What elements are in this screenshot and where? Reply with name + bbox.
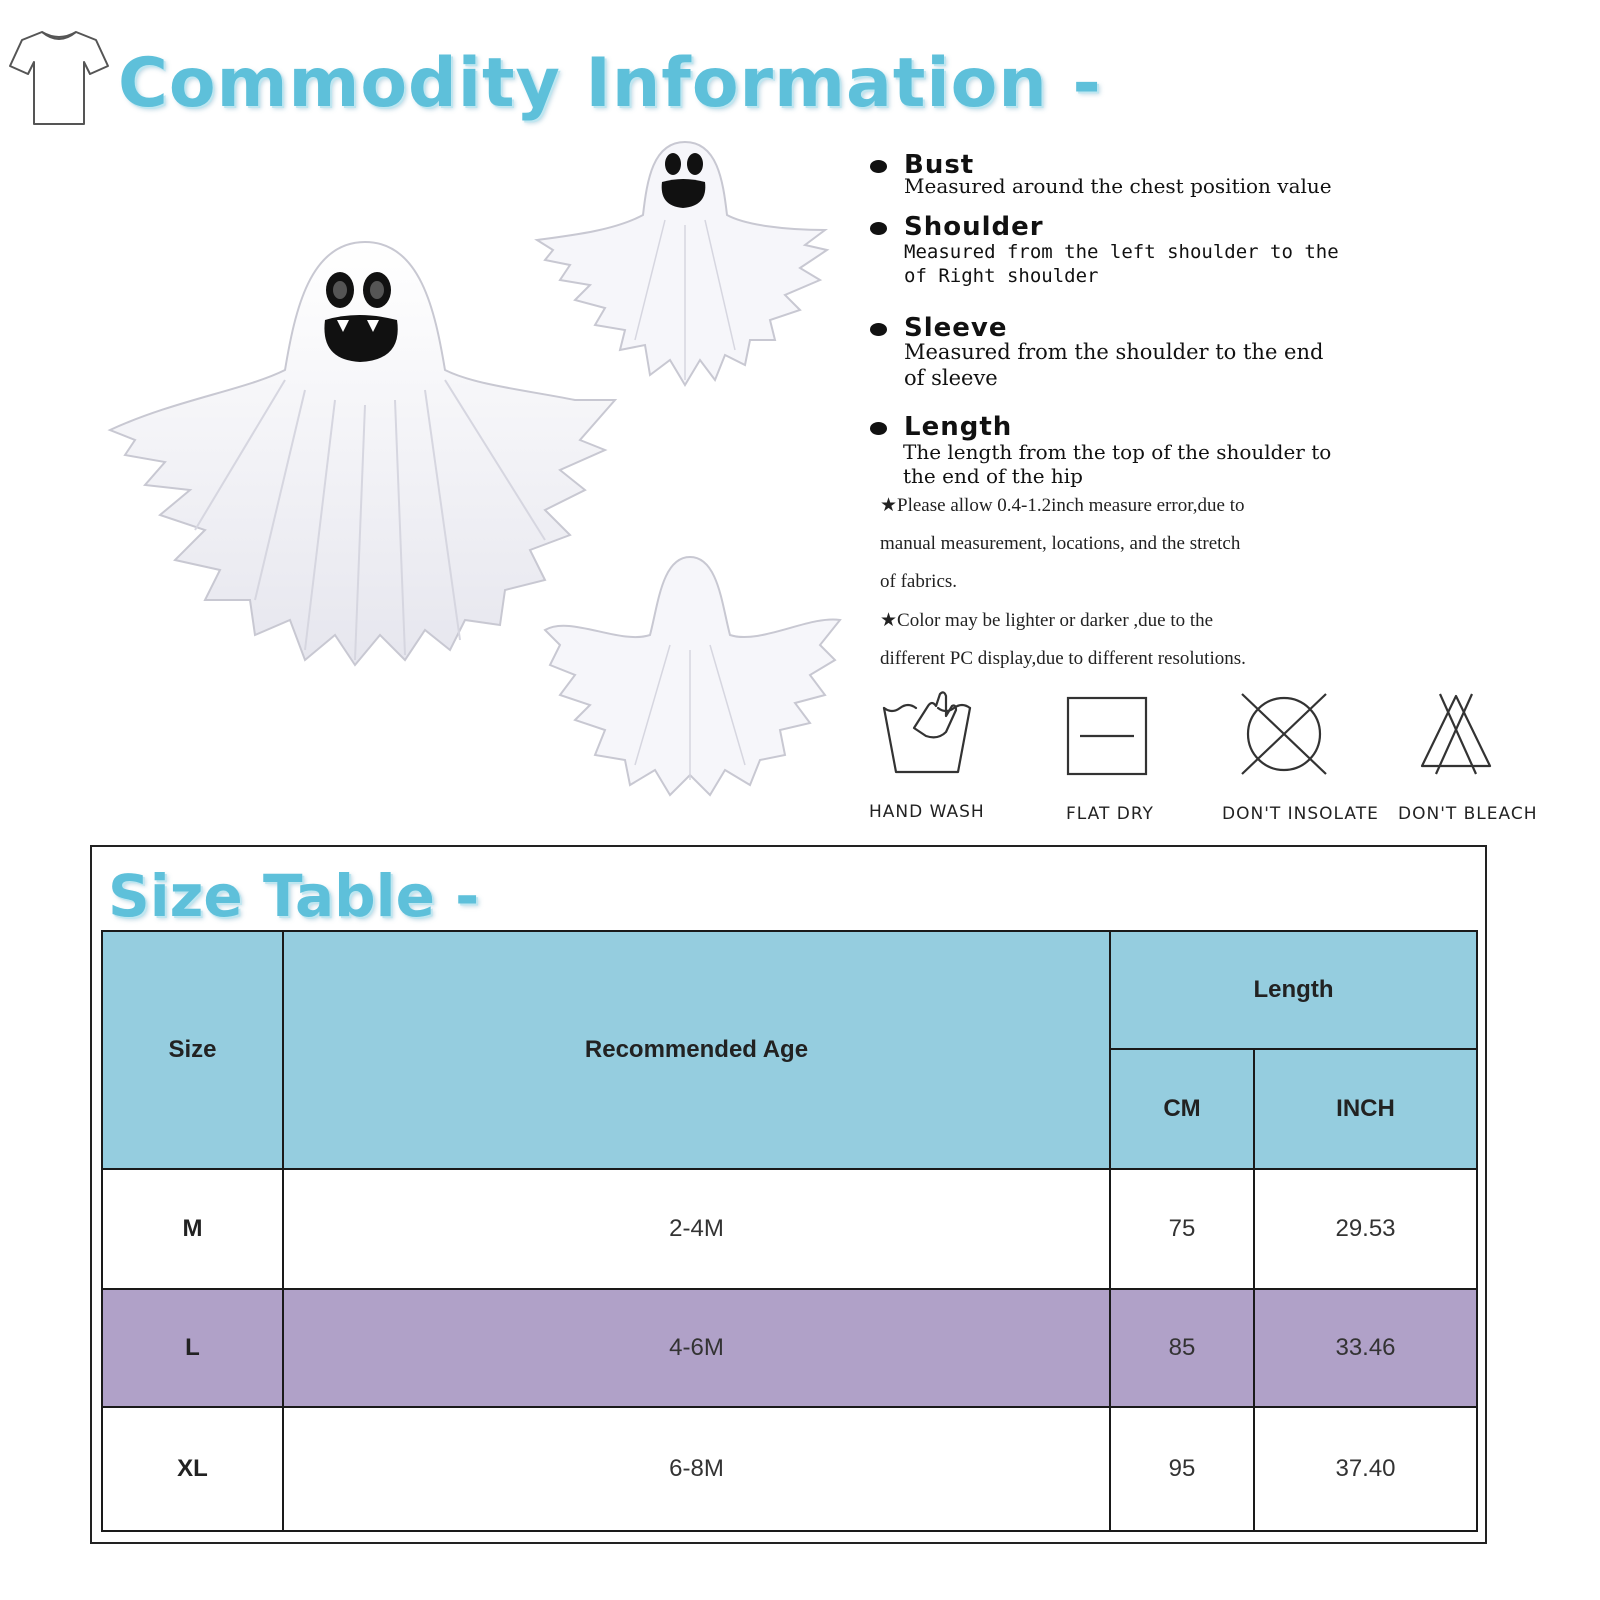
measurement-name: Bust: [904, 150, 975, 180]
bullet-icon: [870, 222, 887, 235]
desc-line: the end of the hip: [903, 464, 1083, 488]
desc-line: of sleeve: [904, 366, 998, 390]
dont-bleach-label: DON'T BLEACH: [1398, 804, 1538, 824]
table-header-row: [102, 931, 1477, 1049]
size-cell: XL: [102, 1407, 283, 1531]
hand-wash-icon: [880, 688, 974, 776]
inch-header: INCH: [1254, 1049, 1477, 1169]
inch-cell: 37.40: [1254, 1407, 1477, 1531]
note-line: ★Color may be lighter or darker ,due to the: [880, 610, 1214, 631]
measurement-notes: [870, 150, 1570, 680]
note-line: different PC display,due to different resolutions.: [880, 648, 1246, 669]
size-table-title: Size Table -: [108, 862, 480, 930]
measurement-desc: [904, 339, 1424, 391]
table-row: [102, 1407, 1477, 1531]
table-row: [102, 1169, 1477, 1289]
note-line: ★Please allow 0.4-1.2inch measure error,due to: [880, 495, 1245, 516]
cm-cell: 75: [1110, 1169, 1254, 1289]
age-cell: 4-6M: [283, 1289, 1110, 1407]
measurement-desc: [904, 240, 1424, 288]
age-header: Recommended Age: [283, 931, 1110, 1169]
ghost-costume-back-image: [540, 555, 840, 800]
cm-header: CM: [1110, 1049, 1254, 1169]
size-table: [101, 930, 1478, 1532]
dont-bleach-icon: [1418, 692, 1494, 776]
inch-cell: 29.53: [1254, 1169, 1477, 1289]
size-cell: L: [102, 1289, 283, 1407]
age-cell: 2-4M: [283, 1169, 1110, 1289]
note-line: manual measurement, locations, and the stretch: [880, 533, 1241, 554]
desc-line: Measured from the shoulder to the end: [904, 340, 1324, 364]
flat-dry-label: FLAT DRY: [1066, 804, 1154, 824]
desc-line: The length from the top of the shoulder to: [903, 440, 1332, 464]
size-cell: M: [102, 1169, 283, 1289]
desc-line: Measured from the left shoulder to the: [904, 241, 1339, 263]
age-cell: 6-8M: [283, 1407, 1110, 1531]
desc-line: of Right shoulder: [904, 265, 1099, 287]
measurement-name: Shoulder: [904, 212, 1044, 242]
flat-dry-icon: [1066, 696, 1148, 776]
inch-cell: 33.46: [1254, 1289, 1477, 1407]
length-header: Length: [1110, 931, 1477, 1049]
table-row: [102, 1289, 1477, 1407]
commodity-information-title: Commodity Information -: [118, 44, 1102, 123]
ghost-costume-side-image: [535, 140, 830, 385]
measurement-name: Length: [904, 412, 1013, 442]
measurement-desc: [903, 440, 1423, 488]
bullet-icon: [870, 422, 887, 435]
measurement-name: Sleeve: [904, 313, 1008, 343]
dont-insolate-label: DON'T INSOLATE: [1222, 804, 1379, 824]
bullet-icon: [870, 323, 887, 336]
measurement-desc: Measured around the chest position value: [904, 174, 1332, 198]
color-note: [880, 602, 1360, 678]
tshirt-icon: [6, 26, 110, 130]
hand-wash-label: HAND WASH: [869, 802, 985, 822]
dont-insolate-icon: [1238, 692, 1330, 776]
measure-error-note: [880, 487, 1340, 601]
cm-cell: 95: [1110, 1407, 1254, 1531]
size-header: Size: [102, 931, 283, 1169]
bullet-icon: [870, 160, 887, 173]
note-line: of fabrics.: [880, 571, 958, 592]
cm-cell: 85: [1110, 1289, 1254, 1407]
